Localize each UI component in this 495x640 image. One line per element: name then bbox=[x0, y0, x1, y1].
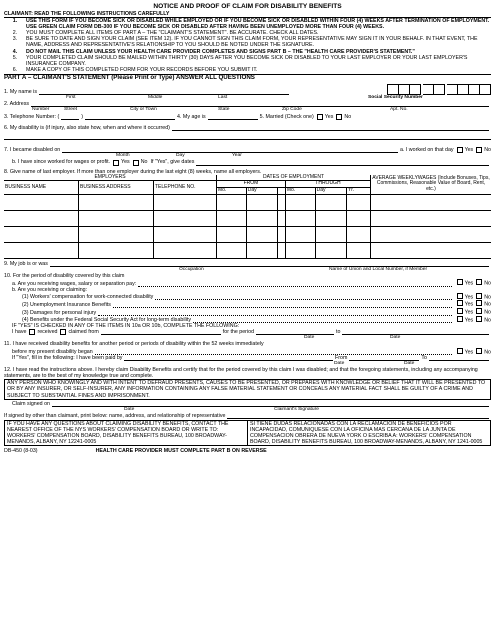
q10b2-label: (2) Unemployment Insurance Benefits bbox=[22, 301, 111, 308]
zip-label: Zip Code bbox=[282, 107, 302, 113]
representative-row bbox=[4, 413, 491, 419]
state-label: State bbox=[218, 107, 230, 113]
ssn-boxes[interactable] bbox=[387, 84, 491, 95]
disability-field[interactable] bbox=[172, 125, 489, 131]
q7b-row bbox=[4, 159, 491, 165]
signed-on-label: Claim signed on bbox=[12, 400, 50, 407]
q1-label: 1. My name is bbox=[4, 88, 37, 95]
apt-label: Apt. No. bbox=[390, 107, 408, 113]
yes-label: Yes bbox=[464, 349, 474, 356]
yr-header: Yr. bbox=[346, 188, 370, 195]
i-have-label: I have bbox=[12, 329, 27, 336]
q10b2-row bbox=[4, 300, 491, 308]
yes-label: Yes bbox=[464, 309, 474, 316]
q10b3-label: (3) Damages for personal injury bbox=[22, 309, 97, 316]
worked-dates-field[interactable] bbox=[196, 160, 489, 166]
ssn-label: Social Security Number bbox=[368, 95, 423, 101]
q10a-row bbox=[4, 279, 491, 287]
q10a-no-checkbox[interactable] bbox=[476, 279, 482, 285]
month-label: Month bbox=[116, 153, 130, 159]
q6-row-2 bbox=[4, 134, 491, 140]
through-header: THROUGH bbox=[285, 181, 370, 188]
worked-label: a. I worked on that day bbox=[399, 147, 454, 154]
q7-label: 7. I became disabled on bbox=[4, 147, 61, 154]
middle-label: Middle bbox=[148, 95, 163, 101]
no-label: No bbox=[484, 309, 491, 316]
yes-label: Yes bbox=[464, 280, 474, 287]
employers-header: EMPLOYERS bbox=[4, 175, 217, 181]
date-label: Date bbox=[124, 406, 135, 412]
since-worked-yes-checkbox[interactable] bbox=[113, 160, 119, 166]
instruction-number: 6. bbox=[12, 66, 18, 73]
street-label: Street bbox=[64, 107, 78, 113]
instruction-text: YOU MUST COMPLETE ALL ITEMS OF PART A – THE "CLAIMANT'S STATEMENT". BE ACCURATE. CHECK ALL DATES. bbox=[26, 30, 319, 37]
q11-no-checkbox[interactable] bbox=[476, 348, 482, 354]
q6-label: 6. My disability is (if injury, also state how, when and where it occurred) bbox=[4, 125, 170, 132]
instruction-number: 1. bbox=[12, 18, 18, 25]
q12-statement: 12. I have read the instructions above. I hereby claim Disability Benefits and certify that for the period covered by this claim I was disabled; and that the foregoing statements, including any accompanying statements, are to the best of my knowledge true and complete. bbox=[4, 367, 478, 380]
part-b-note: HEALTH CARE PROVIDER MUST COMPLETE PART B ON REVERSE bbox=[95, 448, 267, 455]
business-address-header: BUSINESS ADDRESS bbox=[79, 181, 154, 195]
year-label: Year bbox=[232, 153, 242, 159]
since-worked-no-checkbox[interactable] bbox=[133, 160, 139, 166]
q10b1-row bbox=[4, 293, 491, 301]
q10b3-yes-checkbox[interactable] bbox=[457, 308, 463, 314]
paren-close: ) bbox=[81, 114, 84, 121]
employers-table bbox=[4, 175, 491, 259]
q11-row bbox=[4, 348, 491, 356]
yes-label: Yes bbox=[464, 317, 474, 324]
number-label: Number bbox=[32, 107, 50, 113]
telephone-header: TELEPHONE NO. bbox=[154, 181, 217, 195]
no-label: No bbox=[484, 317, 491, 324]
no-label: No bbox=[484, 349, 491, 356]
q11-paid-label: If "Yes", fill in the following: I have been paid by bbox=[12, 355, 123, 362]
q10b2-yes-checkbox[interactable] bbox=[457, 300, 463, 306]
give-dates-label: If "Yes", give dates bbox=[150, 159, 195, 166]
instruction-item bbox=[4, 67, 491, 73]
day-header: Day bbox=[246, 188, 277, 195]
city-label: City or Town bbox=[130, 107, 157, 113]
date-label: Date bbox=[334, 361, 345, 367]
form-number: DB-450 (8-03) bbox=[4, 448, 38, 455]
q10a-label: a. Are you receiving wages, salary or separation pay: bbox=[12, 280, 137, 287]
claimed-from-label: claimed from bbox=[68, 329, 99, 336]
received-label: received bbox=[37, 329, 58, 336]
to-label: To bbox=[421, 355, 427, 362]
phone-field[interactable] bbox=[85, 114, 175, 120]
no-label: No bbox=[484, 280, 491, 287]
instruction-text: USE THIS FORM IF YOU BECOME SICK OR DISABLED WHILE EMPLOYED OR IF YOU BECOME SICK OR DISABLED WITHIN FOUR (4) WEEKS AFTER TERMINATION OF EMPLOYMENT. USE GREEN CLAIM FORM DB-300 IF YOU BECOME SICK OR DISABLED AFTER HAVING BEEN UNEMPLOYED MORE THAN FOUR (4) WEEKS. bbox=[26, 18, 490, 31]
q10b1-no-checkbox[interactable] bbox=[476, 293, 482, 299]
day-header: Day bbox=[315, 188, 346, 195]
worked-no-checkbox[interactable] bbox=[476, 147, 482, 153]
q11-cont-label: before my present disability began bbox=[12, 349, 93, 356]
dates-header: DATES OF EMPLOYMENT bbox=[217, 175, 371, 181]
employer-row[interactable] bbox=[4, 242, 491, 258]
q1-sublabels bbox=[4, 95, 491, 101]
avg-wages-header: AVERAGE WEEKLYWAGES (Include Bonuses, Tips, Commissions, Reasonable Value of Board, Rent, etc.) bbox=[371, 175, 492, 195]
married-no-checkbox[interactable] bbox=[336, 114, 342, 120]
q7b-label: b. I have since worked for wages or profit. bbox=[12, 159, 111, 166]
q10a-yes-checkbox[interactable] bbox=[457, 279, 463, 285]
q10b3-row bbox=[4, 308, 491, 316]
no-label: No bbox=[484, 147, 491, 154]
instruction-item bbox=[4, 36, 491, 48]
q3-row bbox=[4, 114, 491, 120]
part-a-heading: PART A – CLAIMANT'S STATEMENT (Please Print or Type) ANSWER ALL QUESTIONS bbox=[4, 74, 491, 81]
instructions-list bbox=[4, 18, 491, 73]
q5-label: 5. Married (Check one) bbox=[259, 114, 314, 121]
instruction-item bbox=[4, 18, 491, 30]
occupation-label: Occupation bbox=[179, 267, 204, 273]
q10b-label: b. Are you receiving or claiming: bbox=[12, 286, 88, 293]
mo-header: Mo. bbox=[285, 188, 315, 195]
help-english: IF YOU HAVE ANY QUESTIONS ABOUT CLAIMING DISABILITY BENEFITS, CONTACT THE NEAREST OFFICE OF THE NYS WORKERS' COMPENSATION BOARD OR WRITE TO: WORKERS' COMPENSATION BOARD, DISABILITY BENEFITS BUREAU, 100 BROADWAY-MENANDS, ALBANY, NY 12241-0005 bbox=[5, 421, 248, 445]
q10b4-label: (4) Benefits under the Federal Social Security Act for long-term disability bbox=[22, 317, 191, 324]
instruction-number: 2. bbox=[12, 30, 18, 37]
q10b3-no-checkbox[interactable] bbox=[476, 308, 482, 314]
no-label: No bbox=[140, 159, 148, 166]
date-label: Date bbox=[390, 335, 401, 341]
instruction-number: 4. bbox=[12, 48, 18, 55]
q11-label: 11. I have received disability benefits for another period or periods of disability within the 52 weeks immediately bbox=[4, 341, 264, 348]
from-label: From bbox=[335, 355, 348, 362]
instruction-number: 3. bbox=[12, 36, 18, 43]
representative-field[interactable] bbox=[227, 413, 489, 419]
mo-header: Mo. bbox=[217, 188, 247, 195]
employer-row[interactable] bbox=[4, 226, 491, 242]
q2-label: 2. Address bbox=[4, 101, 30, 108]
fraud-warning: ANY PERSON WHO KNOWINGLY AND WITH INTENT TO DEFRAUD PRESENTS, CAUSES TO BE PRESENTED, OR PREPARES WITH KNOWLEDGE OR BELIEF THAT IT WILL BE PRESENTED TO OR BY ANY INSURER, OR SELF-INSURER, ANY INFORMATION CONTAINING ANY FALSE MATERIAL STATEMENT OR CONCEALS ANY MATERIAL FACT SHALL BE GUILTY OF A CRIME AND SUBJECT TO SUBSTANTIAL FINES AND IMPRISONMENT. bbox=[4, 379, 491, 399]
instruction-item bbox=[4, 55, 491, 67]
q10b4-no-checkbox[interactable] bbox=[476, 316, 482, 322]
q10-label: 10. For the period of disability covered by this claim bbox=[4, 273, 125, 280]
worked-yes-checkbox[interactable] bbox=[457, 147, 463, 153]
period-label: for the period bbox=[222, 329, 255, 336]
business-name-header: BUSINESS NAME bbox=[4, 181, 79, 195]
instruction-number: 5. bbox=[12, 54, 18, 61]
help-spanish: SI TIENE DUDAS RELACIONADAS CON LA RECLAMACION DE BENEFICIOS POR INCAPACIDAD, COMUNIQUESE CON LA OFICINA MAS CERCANA DE LA JUNTA DE COMPENSACION OBRERA DE NUEVA YORK O ESCRIBA A: WORKERS' COMPENSATION BOARD, DISABILITY BENEFITS BUREAU, 100 BROADWAY-MENANDS, ALBANY, NY 1241-0005 bbox=[250, 420, 483, 446]
employer-row[interactable] bbox=[4, 194, 491, 210]
form-title: NOTICE AND PROOF OF CLAIM FOR DISABILITY BENEFITS bbox=[153, 3, 342, 10]
no-label: No bbox=[344, 114, 352, 121]
q10b4-row bbox=[4, 316, 491, 324]
from-header: FROM bbox=[217, 181, 286, 188]
q10b4-yes-checkbox[interactable] bbox=[457, 316, 463, 322]
employer-row[interactable] bbox=[4, 210, 491, 226]
instructions-heading: CLAIMANT: READ THE FOLLOWING INSTRUCTIONS CAREFULLY bbox=[4, 11, 491, 18]
instruction-text: BE SURE TO DATE AND SIGN YOUR CLAIM (SEE ITEM 12). IF YOU CANNOT SIGN THIS CLAIM FORM, YOUR REPRESENTATIVE MAY SIGN IT IN YOUR BEHALF. IN THAT EVENT, THE NAME, ADDRESS AND REPRESENTATIVE'S RELATIONSHIP TO YOU SHOULD BE NOTED UNDER THE SIGNATURE. bbox=[26, 36, 478, 49]
yes-label: Yes bbox=[324, 114, 334, 121]
help-box bbox=[4, 420, 491, 446]
yes-label: Yes bbox=[464, 294, 474, 301]
yes-label: Yes bbox=[121, 159, 130, 166]
q1-row bbox=[4, 84, 491, 95]
area-code-field[interactable] bbox=[61, 114, 79, 120]
instruction-text: DO NOT MAIL THIS CLAIM UNLESS YOUR HEALTH CARE PROVIDER COMPLETES AND SIGNS PART B – THE "HEALTH CARE PROVIDER'S STATEMENT." bbox=[26, 48, 415, 55]
q9-label: 9. My job is or was bbox=[4, 260, 48, 267]
yes-label: Yes bbox=[464, 301, 474, 308]
q4-label: 4. My age is bbox=[177, 114, 206, 121]
q10b2-no-checkbox[interactable] bbox=[476, 300, 482, 306]
to-label: to bbox=[336, 329, 341, 336]
q8-label: 8. Give name of last employer. If more than one employer during the last eight (8) weeks, name all employers. bbox=[4, 168, 262, 175]
married-yes-checkbox[interactable] bbox=[317, 114, 323, 120]
q11-yes-checkbox[interactable] bbox=[457, 348, 463, 354]
q10b1-yes-checkbox[interactable] bbox=[457, 293, 463, 299]
instruction-text: MAKE A COPY OF THIS COMPLETED FORM FOR YOUR RECORDS BEFORE YOU SUBMIT IT. bbox=[26, 66, 258, 73]
disability-field-2[interactable] bbox=[4, 134, 491, 140]
date-label: Date bbox=[404, 361, 415, 367]
q10b1-label: (1) Workers' compensation for work-connected disability bbox=[22, 294, 154, 301]
q3-label: 3. Telephone Number: ( bbox=[4, 114, 60, 121]
footer bbox=[4, 448, 491, 454]
union-label: Name of Union and Local Number, if Member bbox=[329, 267, 428, 273]
representative-label: If signed by other than claimant, print below: name, address, and relationship of representative bbox=[4, 412, 226, 419]
signature-label: Claimant's Signature bbox=[274, 406, 319, 412]
q6-row bbox=[4, 125, 491, 131]
date-label: Date bbox=[304, 335, 315, 341]
no-label: No bbox=[484, 294, 491, 301]
day-label: Day bbox=[176, 153, 185, 159]
yes-label: Yes bbox=[464, 147, 474, 154]
instruction-text: YOUR COMPLETED CLAIM SHOULD BE MAILED WITHIN THIRTY (30) DAYS AFTER YOU BECOME SICK OR DISABLED TO YOUR LAST EMPLOYER OR YOUR LAST EMPLOYER'S INSURANCE COMPANY. bbox=[26, 54, 468, 67]
q10-ifyes-label: IF "YES" IS CHECKED IN ANY OF THE ITEMS IN 10a OR 10b, COMPLETE THE FOLLOWING: bbox=[12, 323, 240, 330]
last-label: Last bbox=[218, 95, 228, 101]
q2-sublabels bbox=[4, 107, 491, 113]
q11-to-field[interactable] bbox=[429, 355, 489, 361]
first-label: First bbox=[66, 95, 76, 101]
age-field[interactable] bbox=[208, 114, 258, 120]
no-label: No bbox=[484, 301, 491, 308]
